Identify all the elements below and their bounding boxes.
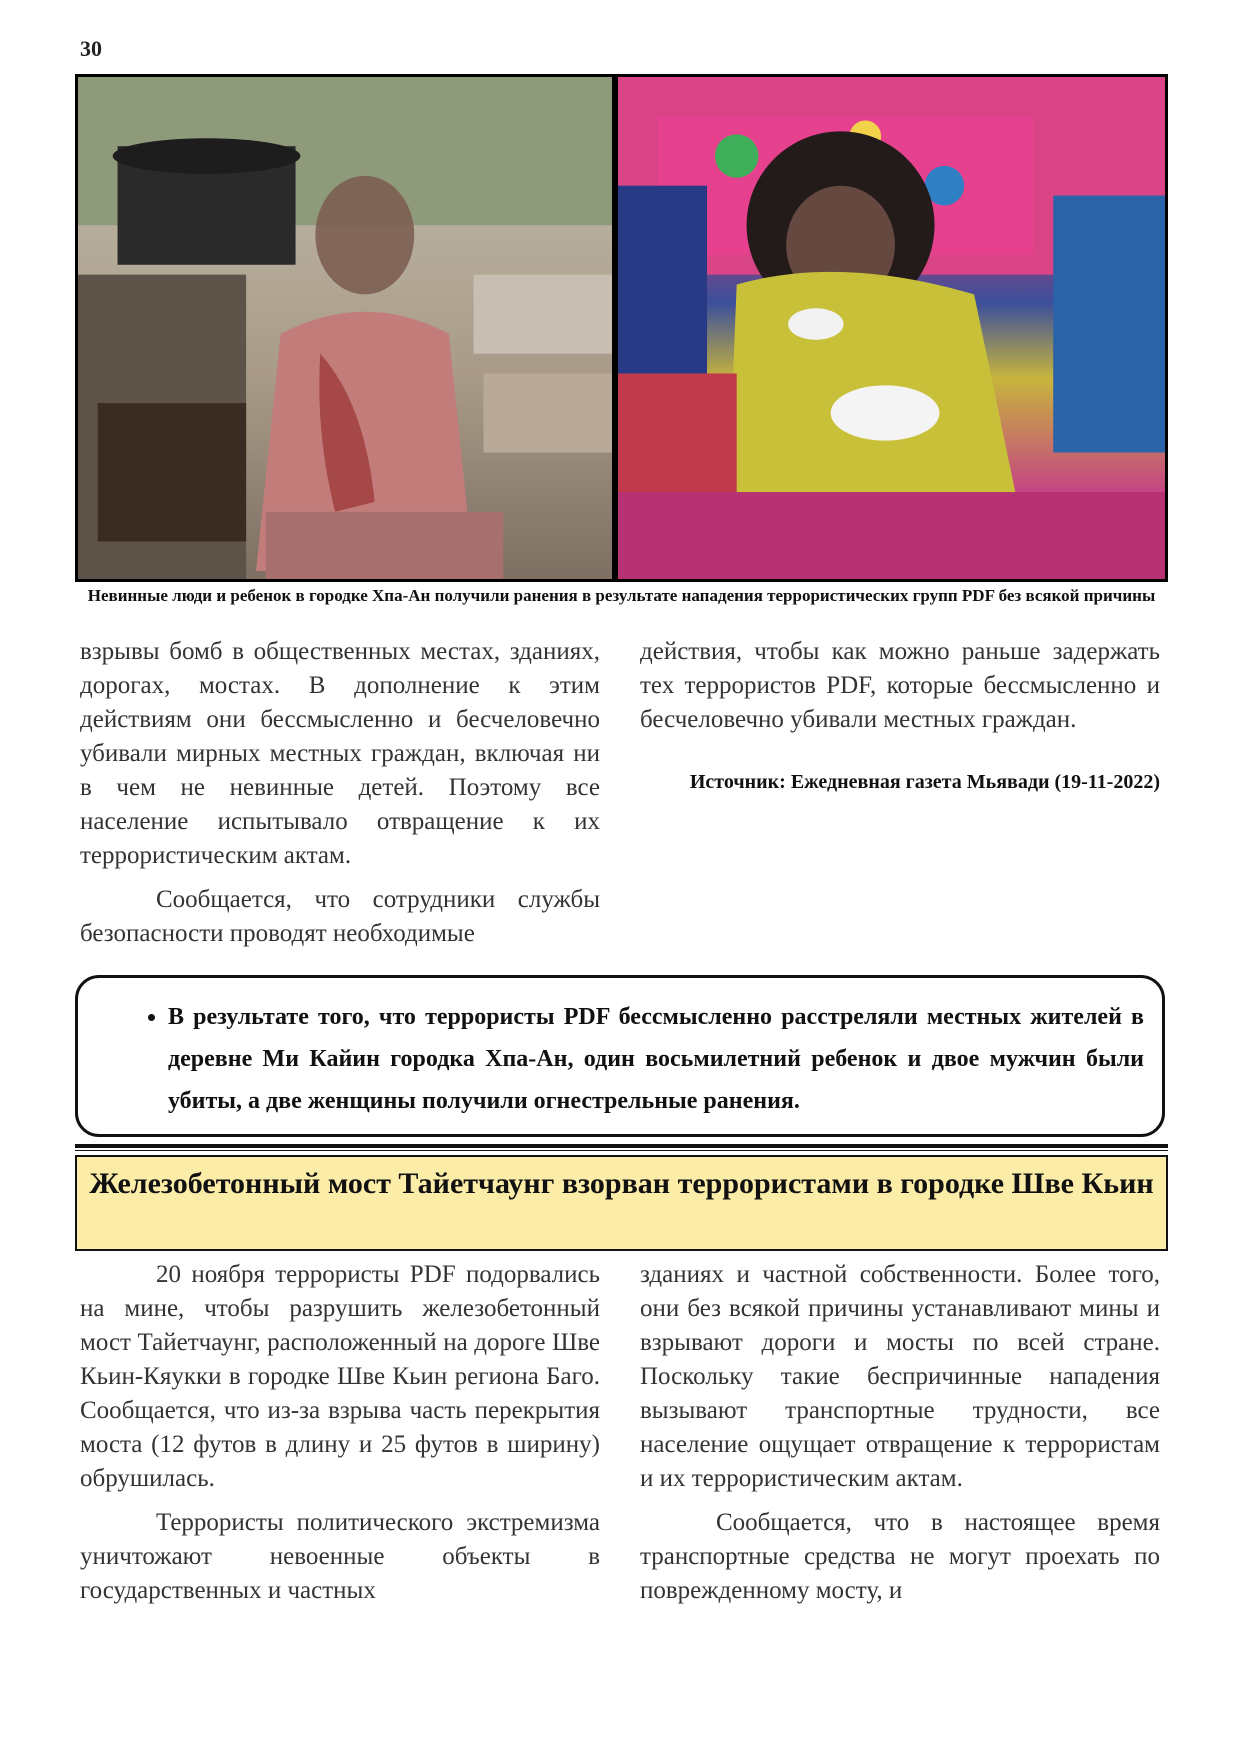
article2-left-paragraph-1: 20 ноября террористы PDF подорвались на мине, чтобы разрушить железобетонный мост Тайетчаунг, расположенный на дороге Шве Кьин-Кяукки в городке Шве Кьин региона Баго. Сообщается, что из-за взрыва часть перекрытия моста (12 футов в длину и 25 футов в ширину) обрушилась. [80, 1261, 600, 1492]
notice-list [128, 996, 1144, 1122]
photo-injured-child-illustration [618, 77, 1165, 579]
article1-right-column [640, 635, 1160, 799]
notice-box [75, 975, 1165, 1137]
page-number: 30 [80, 36, 102, 61]
notice-item: • В результате того, что террористы PDF бессмысленно расстреляли местных жителей в деревне Ми Кайин городка Хпа-Ан, один восьмилетний ребенок и двое мужчин были убиты, а две женщины получили огнестрельные ранения. [168, 996, 1144, 1122]
article2-right-column [640, 1258, 1160, 1608]
article1-left-paragraph-2: Сообщается, что сотрудники службы безопасности проводят необходимые [80, 886, 600, 947]
photo-injured-woman [75, 74, 615, 582]
article2-left-column [80, 1258, 600, 1608]
article2-headline: Железобетонный мост Тайетчаунг взорван террористами в городке Шве Кьин [75, 1155, 1168, 1251]
photo-injured-child [615, 74, 1168, 582]
article2-left-paragraph-2: Террористы политического экстремизма уничтожают невоенные объекты в государственных и частных [80, 1509, 600, 1604]
article1-right-paragraph-1: действия, чтобы как можно раньше задержать тех террористов PDF, которые бессмысленно и бесчеловечно убивали местных граждан. [640, 638, 1160, 733]
article2-right-paragraph-2: Сообщается, что в настоящее время транспортные средства не могут проехать по поврежденному мосту, и [640, 1509, 1160, 1604]
photo-caption: Невинные люди и ребенок в городке Хпа-Ан получили ранения в результате нападения террористических групп PDF без всякой причины [87, 586, 1156, 605]
article1-source: Источник: Ежедневная газета Мьявади (19-11-2022) [689, 771, 1160, 793]
article2-right-paragraph-1: зданиях и частной собственности. Более того, они без всякой причины устанавливают мины и взрывают дороги и мосты по всей стране. Поскольку такие беспричинные нападения вызывают транспортные трудности, все население ощущает отвращение к террористам и их террористическим актам. [640, 1261, 1160, 1492]
section-divider-thick [75, 1144, 1168, 1148]
photo-injured-woman-illustration [78, 77, 612, 579]
article1-left-paragraph-1: взрывы бомб в общественных местах, зданиях, дорогах, мостах. В дополнение к этим действиям они бессмысленно и бесчеловечно убивали мирных местных граждан, включая ни в чем не невинные детей. Поэтому все население испытывало отвращение к их террористическим актам. [80, 638, 600, 869]
article1-left-column [80, 635, 600, 951]
section-divider-thin [75, 1150, 1168, 1151]
